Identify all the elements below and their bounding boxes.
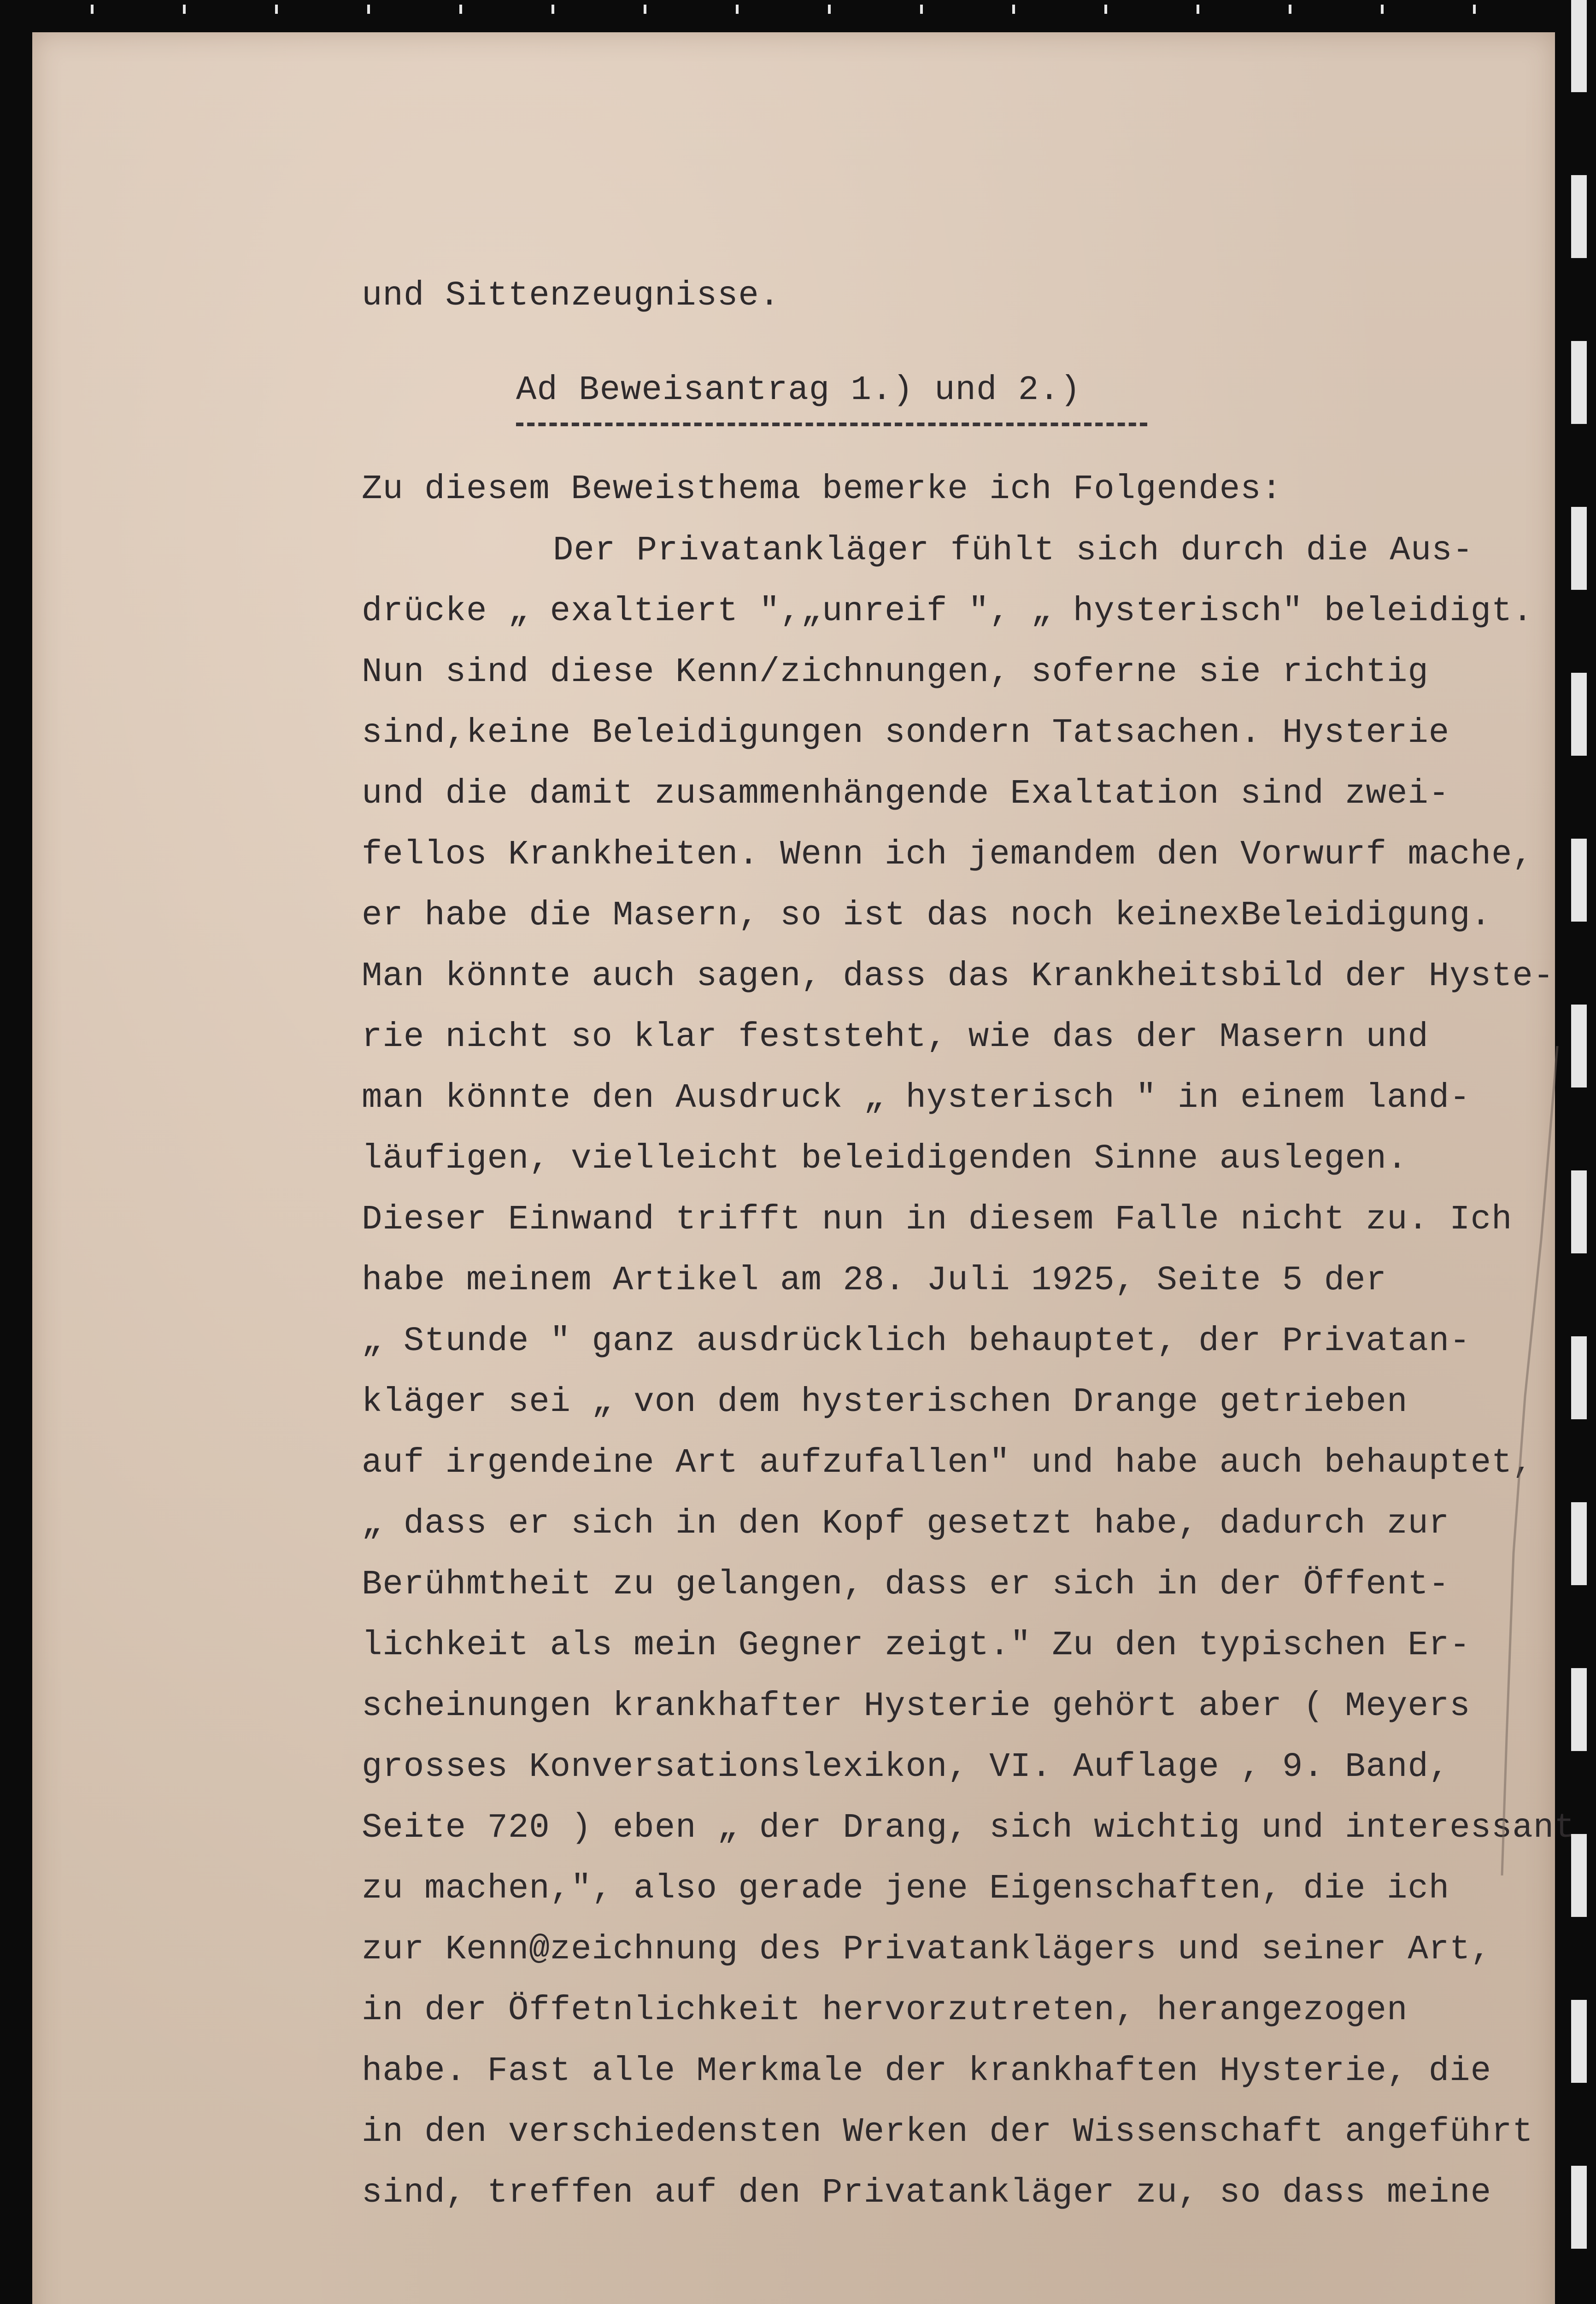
text-line-15: Dieser Einwand trifft nun in diesem Falle nicht zu. Ich [362, 1200, 1513, 1239]
scan-ruler-right [1562, 0, 1596, 2304]
document-page [32, 32, 1575, 2304]
section-heading: Ad Beweisantrag 1.) und 2.) [516, 371, 1081, 410]
text-line-5: drücke „ exaltiert ",„unreif ", „ hysterisch" beleidigt. [362, 592, 1533, 631]
text-line-23: scheinungen krankhafter Hysterie gehört aber ( Meyers [362, 1687, 1471, 1726]
text-line-10: er habe die Masern, so ist das noch keinexBeleidigung. [362, 896, 1491, 935]
text-line-12: rie nicht so klar feststeht, wie das der Masern und [362, 1018, 1429, 1057]
text-line-21: Berühmtheit zu gelangen, dass er sich in der Öffent- [362, 1565, 1450, 1604]
text-line-16: habe meinem Artikel am 28. Juli 1925, Seite 5 der [362, 1261, 1387, 1300]
text-line-19: auf irgendeine Art aufzufallen" und habe auch behauptet, [362, 1444, 1533, 1482]
text-line-7: sind,keine Beleidigungen sondern Tatsachen. Hysterie [362, 714, 1450, 752]
text-line-29: habe. Fast alle Merkmale der krankhaften Hysterie, die [362, 2052, 1491, 2091]
text-line-30: in den verschiedensten Werken der Wissenschaft angeführt [362, 2113, 1533, 2151]
text-line-8: und die damit zusammenhängende Exaltation sind zwei- [362, 775, 1450, 813]
text-line-26: zu machen,", also gerade jene Eigenschaften, die ich [362, 1869, 1450, 1908]
text-line-22: lichkeit als mein Gegner zeigt." Zu den typischen Er- [362, 1626, 1471, 1665]
text-line-27: zur Kenn@zeichnung des Privatanklägers und seiner Art, [362, 1930, 1491, 1969]
heading-underline [516, 423, 1147, 426]
text-line-24: grosses Konversationslexikon, VI. Auflage , 9. Band, [362, 1748, 1450, 1787]
text-line-4: Der Privatankläger fühlt sich durch die Aus- [553, 531, 1473, 570]
text-line-11: Man könnte auch sagen, dass das Krankheitsbild der Hyste- [362, 957, 1555, 996]
text-line-3: Zu diesem Beweisthema bemerke ich Folgendes: [362, 470, 1282, 509]
text-line-1: und Sittenzeugnisse. [362, 276, 780, 315]
text-line-20: „ dass er sich in den Kopf gesetzt habe, dadurch zur [362, 1505, 1450, 1543]
text-line-18: kläger sei „ von dem hysterischen Drange getrieben [362, 1383, 1408, 1422]
text-line-17: „ Stunde " ganz ausdrücklich behauptet, der Privatan- [362, 1322, 1471, 1361]
fold-crease-marks [1497, 1046, 1567, 1875]
text-line-13: man könnte den Ausdruck „ hysterisch " in einem land- [362, 1079, 1471, 1117]
text-line-28: in der Öffetnlichkeit hervorzutreten, herangezogen [362, 1991, 1408, 2030]
text-line-25: Seite 720 ) eben „ der Drang, sich wichtig und interessant [362, 1809, 1575, 1847]
text-line-31: sind, treffen auf den Privatankläger zu, so dass meine [362, 2174, 1491, 2212]
text-line-14: läufigen, vielleicht beleidigenden Sinne auslegen. [362, 1140, 1408, 1178]
text-line-9: fellos Krankheiten. Wenn ich jemandem den Vorwurf mache, [362, 835, 1533, 874]
scan-ruler-top [0, 0, 1596, 28]
text-line-6: Nun sind diese Kenn/zichnungen, soferne sie richtig [362, 653, 1429, 692]
